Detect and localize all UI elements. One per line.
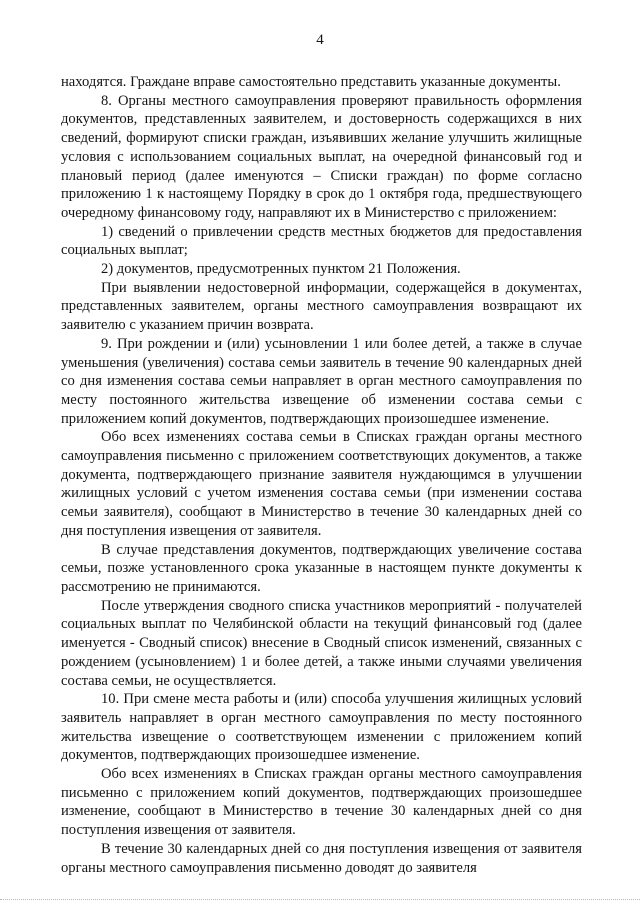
document-body bbox=[61, 73, 582, 877]
paragraph-item-10: 10. При смене места работы и (или) способа улучшения жилищных условий заявитель направляет в орган местного самоуправления по месту постоянного жительства извещение о соответствующем изменении с приложением копий документов, подтверждающих произошедшее изменение. bbox=[61, 691, 582, 764]
scan-bottom-edge bbox=[0, 899, 640, 901]
paragraph-notification-term: В течение 30 календарных дней со дня поступления извещения от заявителя органы местного самоуправления письменно доводят до заявителя bbox=[61, 840, 582, 876]
paragraph-continuation: находятся. Граждане вправе самостоятельно представить указанные документы. bbox=[61, 74, 561, 90]
page-number: 4 bbox=[316, 32, 324, 48]
paragraph-list-changes: Обо всех изменениях в Списках граждан органы местного самоуправления письменно с приложением копий документов, подтверждающих произошедшее изменение, сообщают в Министерство в течение 30 календарных дней со дня поступления извещения от заявителя. bbox=[61, 766, 582, 839]
paragraph-return-documents: При выявлении недостоверной информации, содержащейся в документах, представленных заявителем, органы местного самоуправления возвращают их заявителю с указанием причин возврата. bbox=[61, 279, 582, 334]
paragraph-consolidated-list: После утверждения сводного списка участников мероприятий - получателей социальных выплат по Челябинской области на текущий финансовый год (далее именуется - Сводный список) внесение в Сводный список изменений, связанных с рождением (усыновлением) 1 и более детей, а также иными случаями увеличения состава семьи, не осуществляется. bbox=[61, 597, 582, 689]
paragraph-family-changes: Обо всех изменениях состава семьи в Списках граждан органы местного самоуправления письменно с приложением соответствующих документов, а также документа, подтверждающего признание заявителя нуждающимся в улучшении жилищных условий с учетом изменения состава семьи (при изменении состава семьи заявителя), сообщают в Министерство в течение 30 календарных дней со дня поступления извещения от заявителя. bbox=[61, 429, 582, 539]
paragraph-subitem-2: 2) документов, предусмотренных пунктом 21 Положения. bbox=[101, 261, 461, 278]
paragraph-item-8: 8. Органы местного самоуправления проверяют правильность оформления документов, представленных заявителем, и достоверность содержащихся в них сведений, формируют списки граждан, изъявивших желание улучшить жилищные условия с использованием социальных выплат, на очередной финансовый год и плановый период (далее именуются – Списки граждан) по форме согласно приложению 1 к настоящему Порядку в срок до 1 октября года, предшествующего очередному финансовому году, направляют их в Министерство с приложением: bbox=[61, 92, 582, 221]
paragraph-late-documents: В случае представления документов, подтверждающих увеличение состава семьи, позже установленного срока указанные в настоящем пункте документы к рассмотрению не принимаются. bbox=[61, 541, 582, 595]
paragraph-item-9: 9. При рождении и (или) усыновлении 1 или более детей, а также в случае уменьшения (увеличения) состава семьи заявитель в течение 90 календарных дней со дня изменения состава семьи направляет в орган местного самоуправления по месту постоянного жительства извещение об изменении состава семьи с приложением копий документов, подтверждающих произошедшее изменение. bbox=[61, 335, 582, 427]
paragraph-subitem-1: 1) сведений о привлечении средств местных бюджетов для предоставления социальных выплат; bbox=[61, 223, 582, 259]
